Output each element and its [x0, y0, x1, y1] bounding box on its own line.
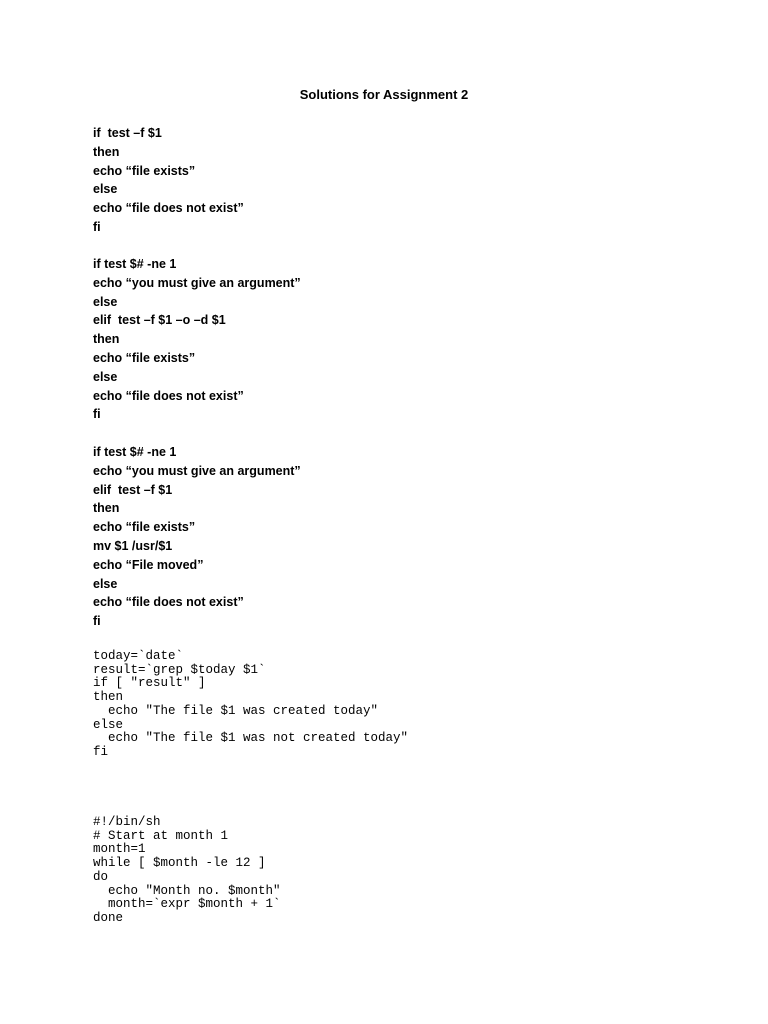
code-line: echo "Month no. $month": [93, 883, 281, 898]
code-line: echo “you must give an argument”: [93, 275, 301, 290]
code-line: done: [93, 910, 124, 925]
code-line: then: [93, 332, 120, 347]
code-line: fi: [93, 744, 109, 759]
page-title: Solutions for Assignment 2: [299, 87, 469, 102]
code-line: echo "The file $1 was not created today": [93, 731, 409, 746]
code-line: echo "The file $1 was created today": [93, 703, 379, 718]
code-line: if test –f $1: [93, 126, 162, 140]
code-line: month=1: [93, 842, 146, 857]
code-line: fi: [93, 614, 101, 629]
code-block-month-loop: [93, 816, 281, 926]
code-line: today=`date`: [93, 649, 184, 663]
code-line: else: [93, 294, 118, 309]
code-line: elif test –f $1: [93, 482, 173, 497]
code-line: result=`grep $today $1`: [93, 662, 266, 677]
code-line: elif test –f $1 –o –d $1: [93, 313, 226, 328]
code-line: echo “file exists”: [93, 520, 196, 535]
code-line: then: [93, 501, 120, 516]
code-line: then: [93, 690, 124, 705]
code-line: month=`expr $month + 1`: [93, 897, 281, 912]
code-line: #!/bin/sh: [93, 815, 161, 829]
code-block-move-file: [93, 443, 301, 631]
code-block-test-file: [93, 124, 244, 237]
code-line: else: [93, 717, 124, 732]
code-line: echo “file does not exist”: [93, 388, 244, 403]
code-line: mv $1 /usr/$1: [93, 538, 173, 553]
code-line: then: [93, 144, 120, 159]
code-line: echo “you must give an argument”: [93, 463, 301, 478]
code-line: echo “File moved”: [93, 557, 204, 572]
code-line: echo “file exists”: [93, 350, 196, 365]
code-line: if test $# -ne 1: [93, 445, 177, 459]
code-line: echo “file exists”: [93, 163, 196, 178]
code-line: echo “file does not exist”: [93, 595, 244, 610]
code-line: else: [93, 576, 118, 591]
code-line: fi: [93, 407, 101, 422]
code-block-created-today: [93, 650, 408, 760]
code-line: fi: [93, 219, 101, 234]
code-line: if [ "result" ]: [93, 676, 206, 691]
code-line: echo “file does not exist”: [93, 201, 244, 216]
code-line: while [ $month -le 12 ]: [93, 856, 266, 871]
code-line: else: [93, 369, 118, 384]
code-line: # Start at month 1: [93, 828, 229, 843]
code-line: if test $# -ne 1: [93, 257, 177, 271]
code-line: else: [93, 182, 118, 197]
code-line: do: [93, 869, 109, 884]
code-block-argument-check: [93, 255, 301, 424]
